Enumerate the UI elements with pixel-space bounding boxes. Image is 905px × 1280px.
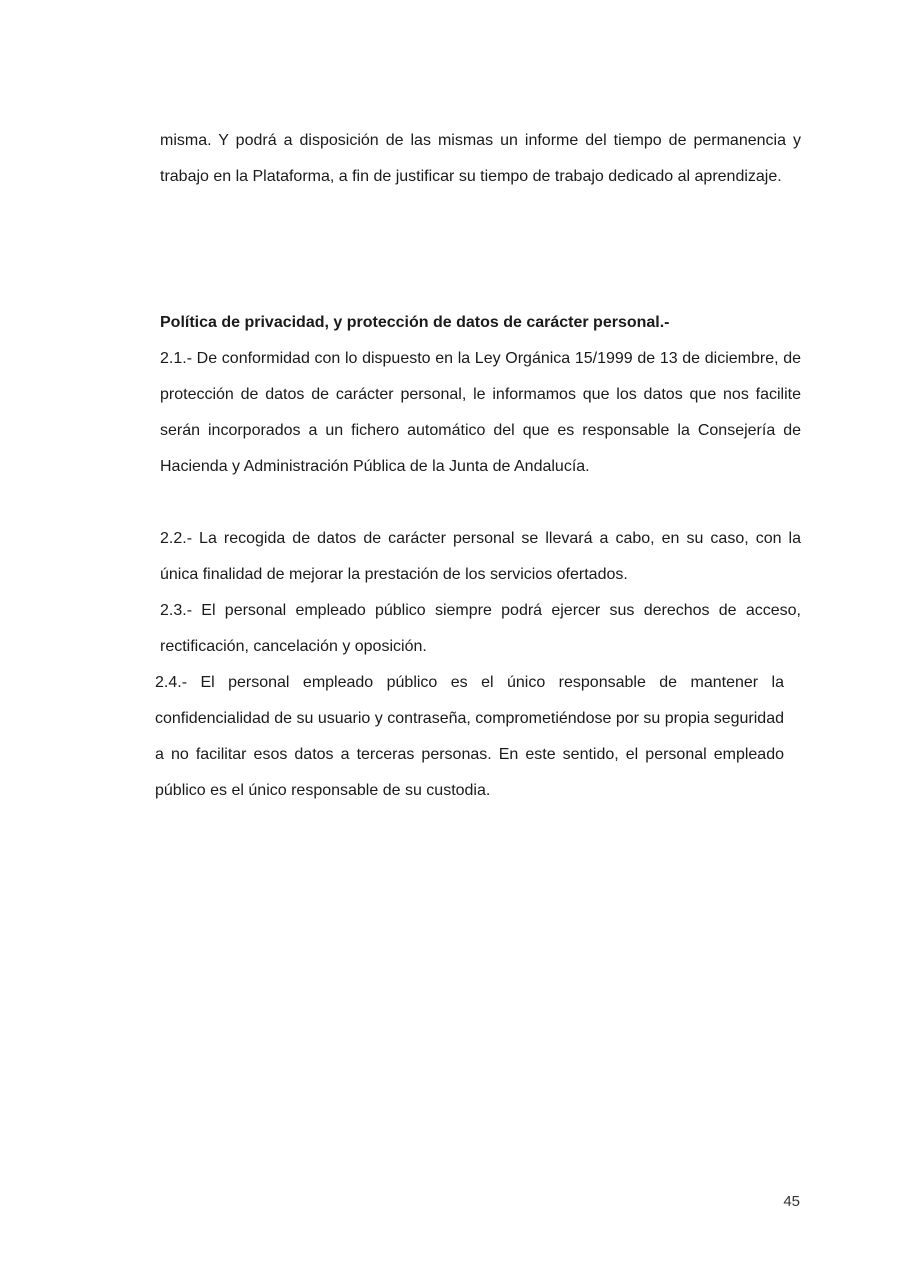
paragraph-2-2: 2.2.- La recogida de datos de carácter personal se llevará a cabo, en su caso, con la única finalidad de mejorar la prestación de los servicios ofertados.	[160, 530, 801, 583]
paragraph-2-1: 2.1.- De conformidad con lo dispuesto en la Ley Orgánica 15/1999 de 13 de diciembre, de protección de datos de carácter personal, le informamos que los datos que nos facilite serán incorporados a un fichero automático del que es responsable la Consejería de Hacienda y Administración Pública de la Junta de Andalucía.	[160, 350, 801, 475]
paragraph-2-4: 2.4.- El personal empleado público es el único responsable de mantener la confidencialidad de su usuario y contraseña, comprometiéndose por su propia seguridad a no facilitar esos datos a terceras personas. En este sentido, el personal empleado público es el único responsable de su custodia.	[155, 674, 784, 799]
paragraph-2-3: 2.3.- El personal empleado público siempre podrá ejercer sus derechos de acceso, rectificación, cancelación y oposición.	[160, 602, 801, 655]
intro-paragraph: misma. Y podrá a disposición de las mismas un informe del tiempo de permanencia y trabajo en la Plataforma, a fin de justificar su tiempo de trabajo dedicado al aprendizaje.	[160, 132, 801, 185]
page-number: 45	[783, 1193, 800, 1210]
section-heading: Política de privacidad, y protección de datos de carácter personal.-	[160, 314, 670, 331]
